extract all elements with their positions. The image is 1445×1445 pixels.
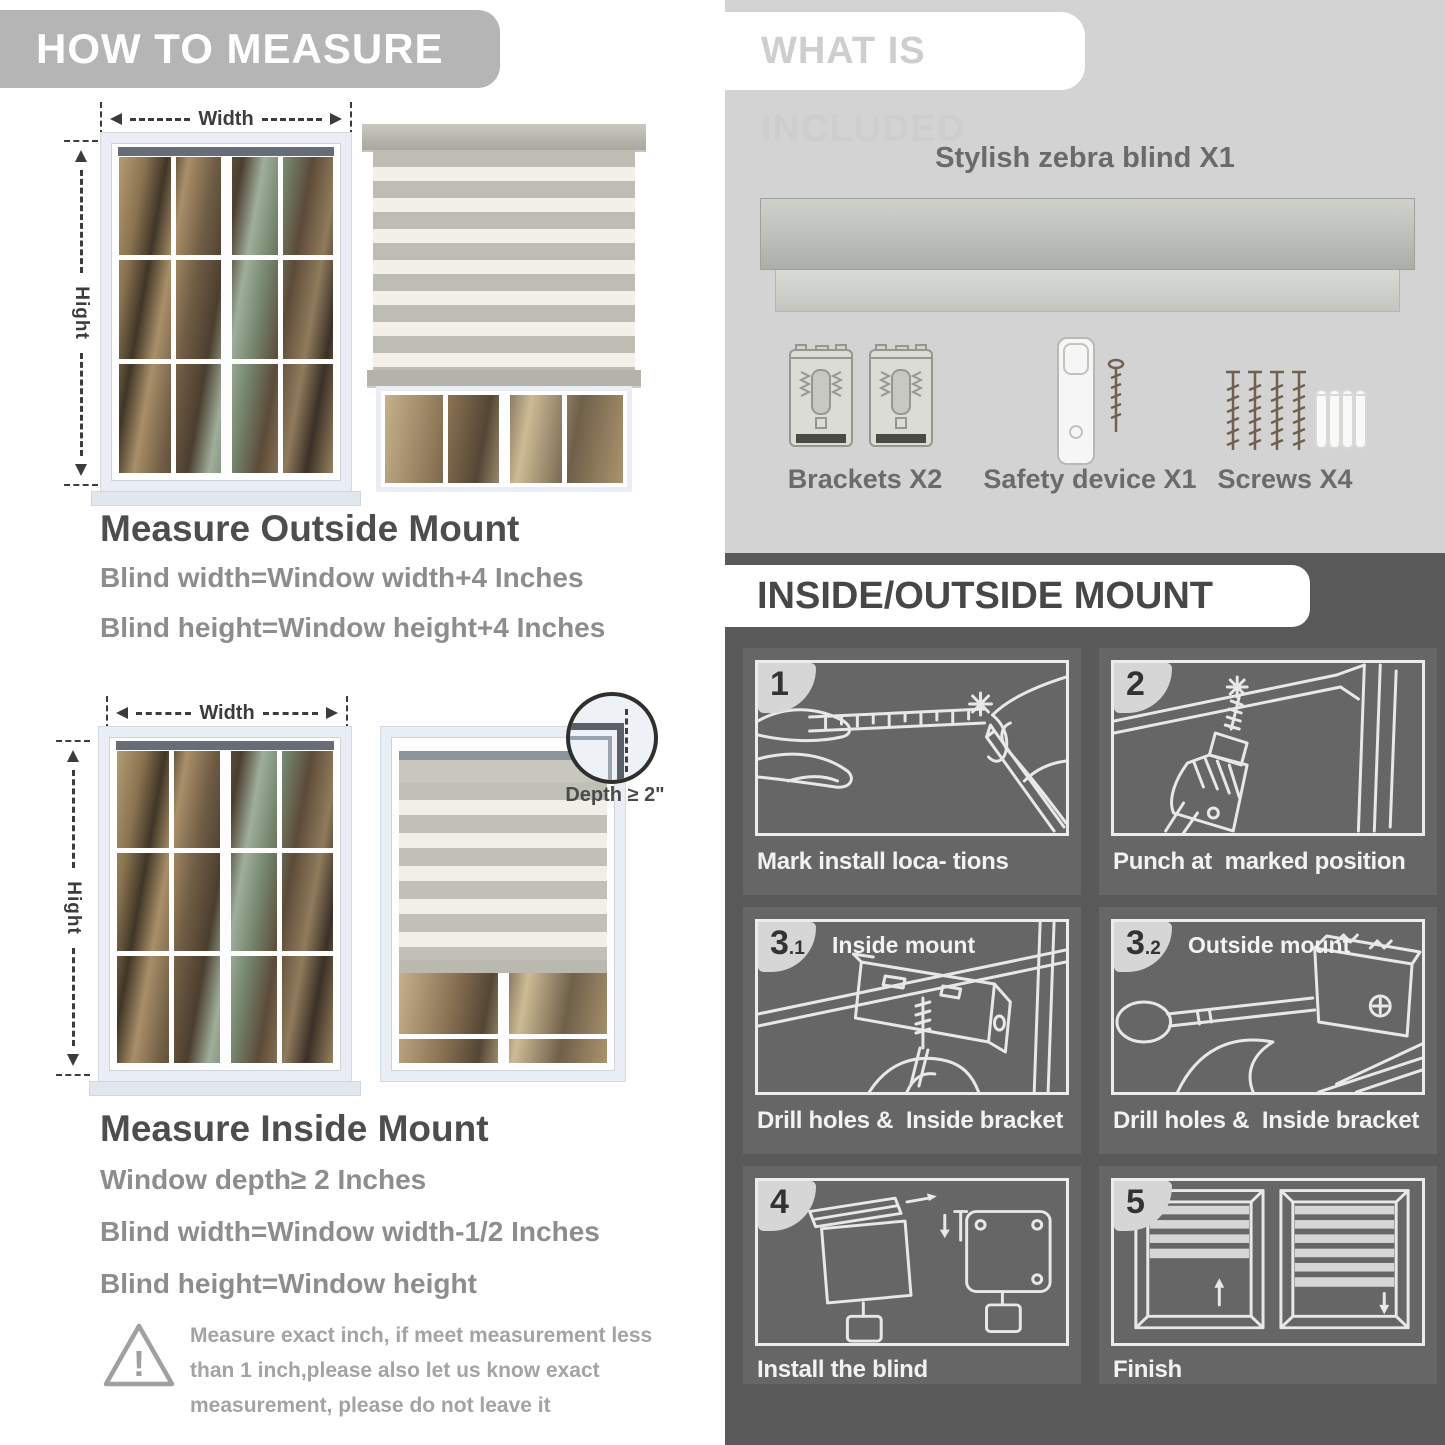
step-3-2-badge: 3.2	[1114, 922, 1172, 972]
arrow-endtick	[64, 484, 98, 486]
window-mullion	[498, 973, 509, 1063]
blind-bottom-rail	[367, 370, 641, 386]
window-roller	[116, 741, 334, 750]
measure-outside-mount-title: Measure Outside Mount	[100, 508, 520, 549]
height-arrow-outside	[64, 140, 98, 486]
blind-bottom-rail	[399, 960, 607, 973]
step-5-cell	[1099, 1166, 1437, 1384]
arrow-endtick	[100, 102, 102, 136]
width-arrow-inside	[106, 696, 348, 730]
depth-magnifier	[566, 692, 658, 784]
brackets-icon	[788, 340, 938, 458]
inside-outside-mount-header: INSIDE/OUTSIDE MOUNT	[725, 565, 1310, 627]
window-mullion	[221, 157, 232, 473]
measurement-warning-text: Measure exact inch, if meet measurement less than 1 inch,please also let us know exact measurement, please do not leave it	[190, 1324, 653, 1417]
step-1-cell	[743, 648, 1081, 895]
step-2-caption: Punch at marked position	[1113, 848, 1406, 875]
step-3-1-cell	[743, 907, 1081, 1154]
arrow-endtick	[56, 1074, 90, 1076]
step-2-cell	[1099, 648, 1437, 895]
window-roller	[118, 147, 334, 156]
step-3-2-overlay: Outside mount	[1188, 932, 1351, 958]
zebra-shade	[399, 782, 607, 960]
step-1-caption: Mark install loca- tions	[757, 848, 1009, 875]
step-3-2-cell	[1099, 907, 1437, 1154]
mount-steps-section	[725, 553, 1445, 1445]
window-muntin	[399, 1034, 607, 1039]
blind-outside-mount-illustration	[362, 124, 646, 492]
window-mullion	[220, 751, 231, 1063]
window-frame	[109, 737, 341, 1071]
arrow-left-icon	[104, 113, 122, 125]
step-4-image	[755, 1178, 1069, 1346]
arrow-up-icon	[75, 144, 87, 162]
blind-headrail	[362, 124, 646, 150]
inside-width-formula: Blind width=Window width-1/2 Inches	[100, 1216, 600, 1247]
window-muntin	[277, 751, 282, 1063]
window-muntin	[443, 395, 448, 483]
inside-height-formula: Blind height=Window height	[100, 1268, 477, 1299]
brackets-label: Brackets X2	[787, 464, 943, 494]
window-under-blind	[399, 973, 607, 1063]
outside-height-formula: Blind height=Window height+4 Inches	[100, 612, 606, 643]
arrow-up-icon	[67, 744, 79, 762]
how-to-measure-header: HOW TO MEASURE	[0, 10, 500, 88]
window-sill	[91, 491, 361, 506]
rolled-blind-image	[760, 198, 1415, 270]
depth-measure-line	[625, 709, 628, 771]
step-3-1-badge: 3.1	[758, 922, 816, 972]
window-muntin	[169, 751, 174, 1063]
step-4-caption: Install the blind	[757, 1356, 928, 1383]
inside-depth-rule: Window depth≥ 2 Inches	[100, 1164, 427, 1195]
product-label: Stylish zebra blind X1	[935, 142, 1235, 174]
window-frame	[111, 143, 341, 481]
window-muntin	[278, 157, 283, 473]
step-3-1-overlay: Inside mount	[832, 932, 976, 958]
screws-label: Screws X4	[1217, 464, 1353, 494]
step-2-badge: 2	[1114, 663, 1172, 713]
width-arrow-outside	[100, 102, 352, 136]
safety-device-label: Safety device X1	[983, 464, 1197, 494]
window-glass	[385, 395, 623, 483]
measure-inside-mount-title: Measure Inside Mount	[100, 1108, 489, 1149]
step-5-badge: 5	[1114, 1181, 1172, 1231]
depth-label: Depth ≥ 2"	[565, 784, 665, 806]
window-muntin	[117, 951, 333, 956]
step-4-badge: 4	[758, 1181, 816, 1231]
outside-width-formula: Blind width=Window width+4 Inches	[100, 562, 584, 593]
arrow-left-icon	[110, 707, 128, 719]
arrow-right-icon	[326, 707, 344, 719]
what-is-included-header: WHAT IS INCLUDED	[725, 12, 1085, 90]
window-photo-outside	[100, 132, 352, 492]
window-muntin	[171, 157, 176, 473]
window-glass	[117, 751, 333, 1063]
safety-device-icon	[1052, 336, 1132, 468]
window-frame	[381, 391, 627, 487]
arrow-endtick	[346, 696, 348, 730]
arrow-dash	[80, 353, 83, 456]
warning-triangle-icon	[100, 1318, 178, 1396]
window-glass	[119, 157, 333, 473]
arrow-endtick	[350, 102, 352, 136]
step-5-image	[1111, 1178, 1425, 1346]
step-1-image	[755, 660, 1069, 836]
arrow-endtick	[64, 140, 98, 142]
screws-icon	[1218, 368, 1368, 460]
window-muntin	[119, 359, 333, 364]
arrow-dash	[262, 118, 322, 121]
window-muntin	[562, 395, 567, 483]
step-4-cell	[743, 1166, 1081, 1384]
window-mullion	[499, 395, 510, 483]
arrow-endtick	[56, 740, 90, 742]
window-muntin	[119, 255, 333, 260]
arrow-dash	[72, 948, 75, 1046]
arrow-right-icon	[330, 113, 348, 125]
what-is-included-section	[725, 0, 1445, 553]
width-label: Width	[198, 107, 254, 130]
step-3-1-image	[755, 919, 1069, 1095]
arrow-dash	[136, 712, 191, 715]
step-3-2-image	[1111, 919, 1425, 1095]
step-2-image	[1111, 660, 1425, 836]
window-sill	[89, 1081, 361, 1096]
height-label: Hight	[71, 286, 93, 340]
arrow-dash	[263, 712, 318, 715]
zebra-shade	[373, 150, 635, 370]
height-label: Hight	[63, 881, 85, 935]
arrow-dash	[80, 170, 83, 273]
arrow-dash	[72, 770, 75, 868]
step-5-caption: Finish	[1113, 1356, 1182, 1383]
window-under-blind	[376, 386, 632, 492]
arrow-endtick	[106, 696, 108, 730]
height-arrow-inside	[56, 740, 90, 1076]
warning-exclamation: !	[133, 1343, 145, 1384]
arrow-down-icon	[67, 1054, 79, 1072]
window-photo-inside	[98, 726, 352, 1082]
step-1-badge: 1	[758, 663, 816, 713]
rolled-blind-underbar	[775, 270, 1400, 312]
step-3-2-caption: Drill holes & Inside bracket	[1113, 1107, 1420, 1134]
window-muntin	[117, 848, 333, 853]
frame-corner-line	[566, 736, 612, 784]
arrow-down-icon	[75, 464, 87, 482]
arrow-dash	[130, 118, 190, 121]
step-3-1-caption: Drill holes & Inside bracket	[757, 1107, 1064, 1134]
width-label: Width	[199, 701, 255, 724]
